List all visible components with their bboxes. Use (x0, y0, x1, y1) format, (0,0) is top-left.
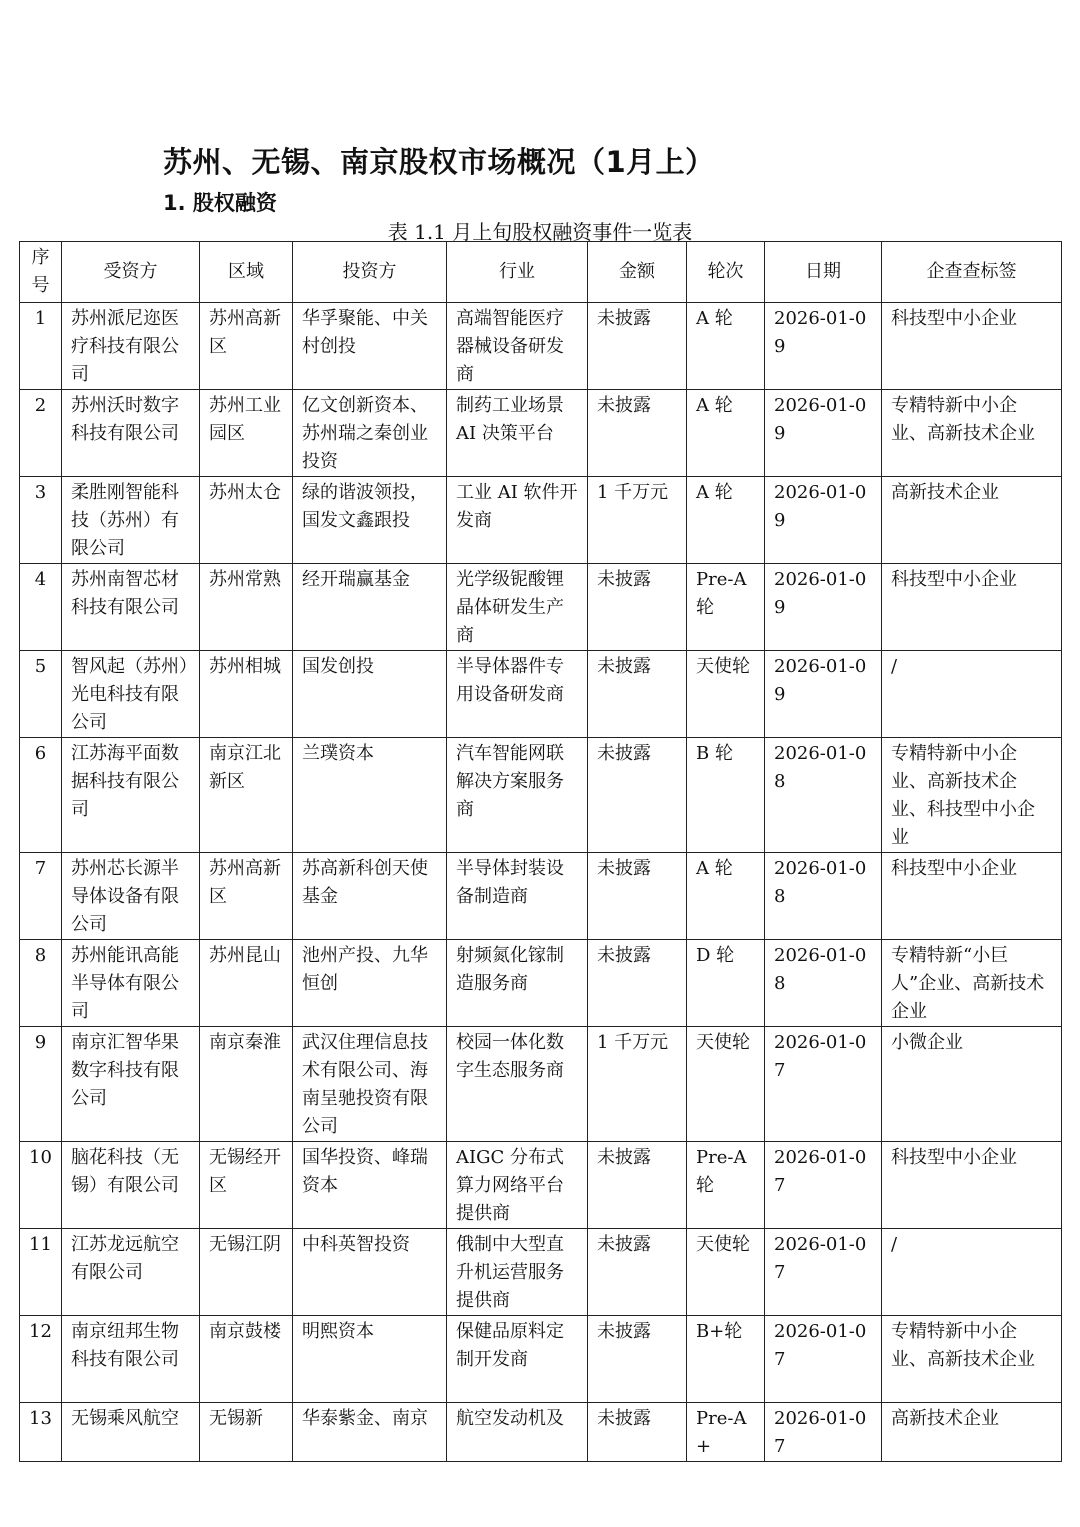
cell-tags: 高新技术企业 (882, 477, 1062, 564)
cell-investee: 南京纽邦生物科技有限公司 (62, 1316, 200, 1403)
header-tags: 企查查标签 (882, 242, 1062, 303)
cell-amount: 未披露 (588, 853, 687, 940)
cell-industry: 工业 AI 软件开发商 (447, 477, 588, 564)
header-round: 轮次 (687, 242, 765, 303)
cell-investor: 中科英智投资 (293, 1229, 447, 1316)
cell-date: 2026-01-09 (765, 477, 882, 564)
cell-amount: 未披露 (588, 303, 687, 390)
header-amount: 金额 (588, 242, 687, 303)
cell-investor: 兰璞资本 (293, 738, 447, 853)
cell-round: Pre-A 轮 (687, 564, 765, 651)
cell-industry: AIGC 分布式算力网络平台提供商 (447, 1142, 588, 1229)
cell-round: A 轮 (687, 390, 765, 477)
cell-investor: 亿文创新资本、苏州瑞之秦创业投资 (293, 390, 447, 477)
cell-amount: 未披露 (588, 940, 687, 1027)
cell-investor: 武汉住理信息技术有限公司、海南呈驰投资有限公司 (293, 1027, 447, 1142)
cell-date: 2026-01-09 (765, 390, 882, 477)
cell-index: 10 (20, 1142, 62, 1229)
cell-region: 苏州高新区 (200, 303, 293, 390)
table-caption: 表 1.1 月上旬股权融资事件一览表 (387, 220, 693, 244)
cell-investor: 经开瑞赢基金 (293, 564, 447, 651)
cell-investee: 苏州芯长源半导体设备有限公司 (62, 853, 200, 940)
cell-amount: 1 千万元 (588, 477, 687, 564)
cell-date: 2026-01-08 (765, 738, 882, 853)
page-title: 苏州、无锡、南京股权市场概况（1月上） (163, 145, 715, 179)
cell-tags: 专精特新中小企业、高新技术企业、科技型中小企业 (882, 738, 1062, 853)
header-index: 序号 (20, 242, 62, 303)
cell-investee: 苏州能讯高能半导体有限公司 (62, 940, 200, 1027)
cell-industry: 射频氮化镓制造服务商 (447, 940, 588, 1027)
cell-round: A 轮 (687, 477, 765, 564)
financing-events-table (19, 241, 1062, 1462)
table-row (20, 651, 1062, 738)
cell-investor: 华泰紫金、南京 (293, 1403, 447, 1462)
cell-amount: 未披露 (588, 1403, 687, 1462)
cell-index: 1 (20, 303, 62, 390)
header-date: 日期 (765, 242, 882, 303)
cell-round: Pre-A 轮 (687, 1142, 765, 1229)
cell-index: 13 (20, 1403, 62, 1462)
cell-tags: / (882, 1229, 1062, 1316)
cell-amount: 未披露 (588, 390, 687, 477)
cell-industry: 航空发动机及 (447, 1403, 588, 1462)
cell-round: Pre-A+ (687, 1403, 765, 1462)
cell-tags: 专精特新“小巨人”企业、高新技术企业 (882, 940, 1062, 1027)
cell-investee: 江苏海平面数据科技有限公司 (62, 738, 200, 853)
cell-round: D 轮 (687, 940, 765, 1027)
cell-date: 2026-01-07 (765, 1027, 882, 1142)
cell-investor: 明熙资本 (293, 1316, 447, 1403)
cell-index: 6 (20, 738, 62, 853)
cell-round: B 轮 (687, 738, 765, 853)
header-investor: 投资方 (293, 242, 447, 303)
cell-round: 天使轮 (687, 1027, 765, 1142)
cell-amount: 未披露 (588, 1229, 687, 1316)
cell-index: 4 (20, 564, 62, 651)
cell-region: 南京秦淮 (200, 1027, 293, 1142)
cell-industry: 校园一体化数字生态服务商 (447, 1027, 588, 1142)
cell-index: 11 (20, 1229, 62, 1316)
cell-region: 无锡经开区 (200, 1142, 293, 1229)
cell-tags: 科技型中小企业 (882, 303, 1062, 390)
table-row (20, 1403, 1062, 1462)
cell-investee: 苏州沃时数字科技有限公司 (62, 390, 200, 477)
header-industry: 行业 (447, 242, 588, 303)
table-row (20, 853, 1062, 940)
cell-region: 南京鼓楼 (200, 1316, 293, 1403)
cell-region: 无锡江阴 (200, 1229, 293, 1316)
cell-investee: 江苏龙远航空有限公司 (62, 1229, 200, 1316)
cell-date: 2026-01-07 (765, 1229, 882, 1316)
cell-investee: 苏州派尼迩医疗科技有限公司 (62, 303, 200, 390)
cell-amount: 未披露 (588, 564, 687, 651)
cell-amount: 1 千万元 (588, 1027, 687, 1142)
cell-index: 8 (20, 940, 62, 1027)
cell-investor: 国发创投 (293, 651, 447, 738)
cell-industry: 高端智能医疗器械设备研发商 (447, 303, 588, 390)
cell-investee: 南京汇智华果数字科技有限公司 (62, 1027, 200, 1142)
table-row (20, 303, 1062, 390)
cell-tags: 科技型中小企业 (882, 853, 1062, 940)
cell-investor: 绿的谐波领投，国发文鑫跟投 (293, 477, 447, 564)
table-row (20, 1142, 1062, 1229)
cell-index: 5 (20, 651, 62, 738)
cell-region: 南京江北新区 (200, 738, 293, 853)
cell-round: A 轮 (687, 853, 765, 940)
cell-investee: 柔胜刚智能科技（苏州）有限公司 (62, 477, 200, 564)
cell-investor: 华孚聚能、中关村创投 (293, 303, 447, 390)
section-heading: 1. 股权融资 (163, 191, 277, 215)
cell-industry: 半导体封装设备制造商 (447, 853, 588, 940)
cell-round: 天使轮 (687, 651, 765, 738)
cell-date: 2026-01-09 (765, 564, 882, 651)
table-row (20, 477, 1062, 564)
cell-amount: 未披露 (588, 738, 687, 853)
cell-index: 7 (20, 853, 62, 940)
cell-date: 2026-01-09 (765, 303, 882, 390)
cell-industry: 光学级铌酸锂晶体研发生产商 (447, 564, 588, 651)
table-row (20, 1316, 1062, 1403)
cell-index: 12 (20, 1316, 62, 1403)
cell-date: 2026-01-08 (765, 853, 882, 940)
cell-industry: 制药工业场景 AI 决策平台 (447, 390, 588, 477)
cell-region: 苏州相城 (200, 651, 293, 738)
cell-date: 2026-01-07 (765, 1142, 882, 1229)
cell-index: 3 (20, 477, 62, 564)
cell-investee: 智风起（苏州）光电科技有限公司 (62, 651, 200, 738)
cell-amount: 未披露 (588, 1142, 687, 1229)
cell-region: 苏州常熟 (200, 564, 293, 651)
cell-round: 天使轮 (687, 1229, 765, 1316)
cell-investor: 国华投资、峰瑞资本 (293, 1142, 447, 1229)
cell-date: 2026-01-08 (765, 940, 882, 1027)
cell-index: 2 (20, 390, 62, 477)
cell-investor: 苏高新科创天使基金 (293, 853, 447, 940)
cell-tags: / (882, 651, 1062, 738)
cell-amount: 未披露 (588, 1316, 687, 1403)
cell-date: 2026-01-07 (765, 1403, 882, 1462)
cell-industry: 汽车智能网联解决方案服务商 (447, 738, 588, 853)
header-region: 区域 (200, 242, 293, 303)
cell-tags: 小微企业 (882, 1027, 1062, 1142)
cell-date: 2026-01-09 (765, 651, 882, 738)
cell-region: 无锡新 (200, 1403, 293, 1462)
cell-round: A 轮 (687, 303, 765, 390)
table-row (20, 1027, 1062, 1142)
cell-region: 苏州太仓 (200, 477, 293, 564)
table-row (20, 390, 1062, 477)
table-row (20, 1229, 1062, 1316)
cell-investee: 苏州南智芯材科技有限公司 (62, 564, 200, 651)
cell-amount: 未披露 (588, 651, 687, 738)
cell-region: 苏州高新区 (200, 853, 293, 940)
cell-investee: 脑花科技（无锡）有限公司 (62, 1142, 200, 1229)
cell-tags: 科技型中小企业 (882, 564, 1062, 651)
cell-tags: 专精特新中小企业、高新技术企业 (882, 390, 1062, 477)
cell-industry: 保健品原料定制开发商 (447, 1316, 588, 1403)
cell-tags: 专精特新中小企业、高新技术企业 (882, 1316, 1062, 1403)
cell-industry: 半导体器件专用设备研发商 (447, 651, 588, 738)
cell-tags: 高新技术企业 (882, 1403, 1062, 1462)
cell-region: 苏州昆山 (200, 940, 293, 1027)
header-investee: 受资方 (62, 242, 200, 303)
cell-index: 9 (20, 1027, 62, 1142)
table-row (20, 564, 1062, 651)
cell-industry: 俄制中大型直升机运营服务提供商 (447, 1229, 588, 1316)
cell-investee: 无锡乘风航空 (62, 1403, 200, 1462)
table-row (20, 738, 1062, 853)
cell-date: 2026-01-07 (765, 1316, 882, 1403)
cell-round: B+轮 (687, 1316, 765, 1403)
cell-investor: 池州产投、九华恒创 (293, 940, 447, 1027)
table-row (20, 940, 1062, 1027)
cell-region: 苏州工业园区 (200, 390, 293, 477)
table-header-row (20, 242, 1062, 303)
cell-tags: 科技型中小企业 (882, 1142, 1062, 1229)
